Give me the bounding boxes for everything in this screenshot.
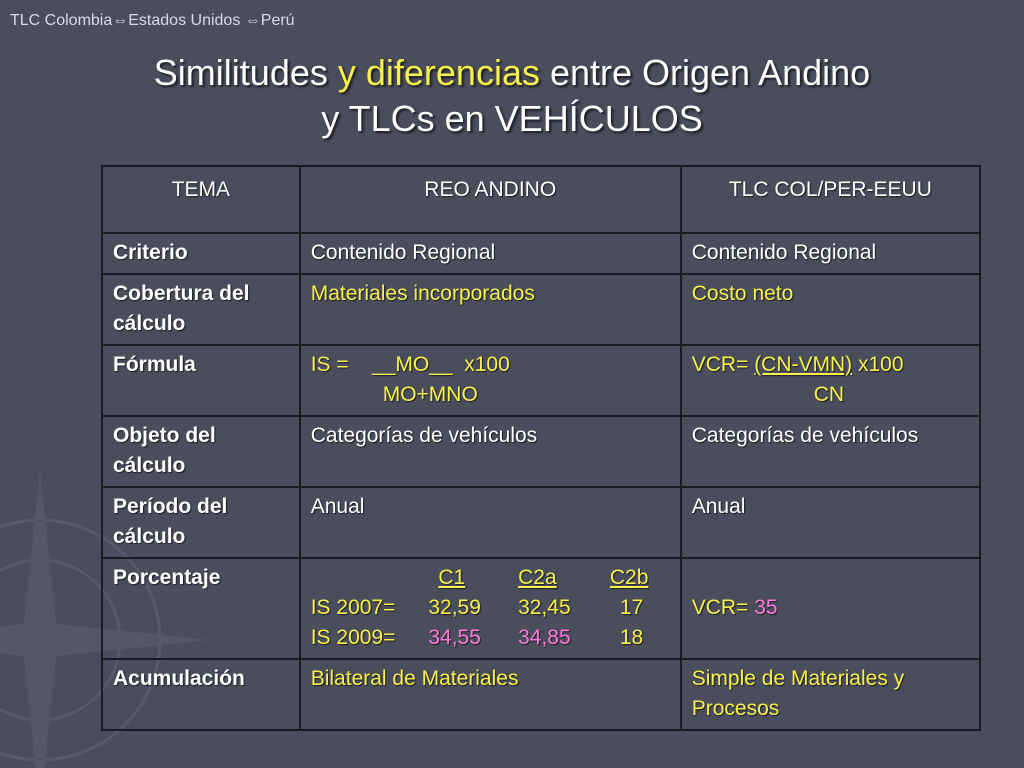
reo-criterio: Contenido Regional bbox=[300, 233, 681, 274]
slide-title bbox=[0, 50, 1024, 142]
row-label-criterio: Criterio bbox=[102, 233, 300, 274]
tlc-formula bbox=[681, 345, 980, 416]
col-c2b: C2b bbox=[609, 566, 649, 589]
vcr-label: VCR= bbox=[691, 596, 755, 619]
row-label-porcentaje: Porcentaje bbox=[102, 558, 300, 659]
is2007-c2a: 32,45 bbox=[518, 596, 571, 619]
table-row bbox=[102, 659, 980, 730]
is2007-label: IS 2007= bbox=[310, 596, 396, 619]
is2009-c1: 34,55 bbox=[428, 626, 481, 649]
porcentaje-subtable bbox=[311, 563, 670, 653]
table-row bbox=[102, 274, 980, 345]
tlc-porcentaje bbox=[681, 558, 980, 659]
table-row bbox=[102, 233, 980, 274]
tlc-formula-numerator: (CN-VMN) bbox=[754, 353, 853, 376]
reo-formula-numerator: __MO__ bbox=[372, 353, 453, 376]
comparison-table bbox=[101, 165, 981, 731]
table-row bbox=[102, 487, 980, 558]
header-reo-andino: REO ANDINO bbox=[300, 166, 681, 233]
tlc-cobertura: Costo neto bbox=[681, 274, 980, 345]
row-label-objeto: Objeto del cálculo bbox=[102, 416, 300, 487]
tlc-formula-denominator: CN bbox=[813, 383, 845, 406]
reo-formula-multiplier: x100 bbox=[464, 353, 510, 376]
col-c1: C1 bbox=[438, 566, 466, 589]
tlc-acumulacion: Simple de Materiales y Procesos bbox=[681, 659, 980, 730]
is2007-c2b: 17 bbox=[619, 596, 644, 619]
header-tlc: TLC COL/PER-EEUU bbox=[681, 166, 980, 233]
reo-objeto: Categorías de vehículos bbox=[300, 416, 681, 487]
is2007-c1: 32,59 bbox=[428, 596, 481, 619]
is2009-label: IS 2009= bbox=[310, 626, 396, 649]
row-label-periodo: Período del cálculo bbox=[102, 487, 300, 558]
table-row bbox=[102, 345, 980, 416]
title-part-y: y bbox=[337, 52, 366, 93]
is2009-c2a: 34,85 bbox=[518, 626, 571, 649]
table-row bbox=[102, 558, 980, 659]
reo-acumulacion: Bilateral de Materiales bbox=[300, 659, 681, 730]
reo-periodo: Anual bbox=[300, 487, 681, 558]
title-line2: y TLCs en VEHÍCULOS bbox=[321, 98, 703, 139]
reo-porcentaje bbox=[300, 558, 681, 659]
row-label-cobertura: Cobertura del cálculo bbox=[102, 274, 300, 345]
col-c2a: C2a bbox=[518, 566, 557, 589]
table-header-row bbox=[102, 166, 980, 233]
title-part-diferencias: diferencias bbox=[365, 52, 540, 93]
tlc-formula-multiplier: x100 bbox=[852, 353, 904, 376]
header-tema: TEMA bbox=[102, 166, 300, 233]
title-part-origen: entre Origen Andino bbox=[539, 52, 871, 93]
row-label-formula: Fórmula bbox=[102, 345, 300, 416]
tlc-periodo: Anual bbox=[681, 487, 980, 558]
title-part-similitudes: Similitudes bbox=[153, 52, 338, 93]
reo-formula bbox=[300, 345, 681, 416]
tlc-objeto: Categorías de vehículos bbox=[681, 416, 980, 487]
row-label-acumulacion: Acumulación bbox=[102, 659, 300, 730]
reo-formula-prefix: IS = bbox=[310, 353, 349, 376]
table-row bbox=[102, 416, 980, 487]
tlc-formula-prefix: VCR= bbox=[691, 353, 755, 376]
header-label: TLC Colombia⇔Estados Unidos ⇔Perú bbox=[10, 12, 295, 29]
vcr-value: 35 bbox=[754, 596, 778, 619]
tlc-criterio: Contenido Regional bbox=[681, 233, 980, 274]
is2009-c2b: 18 bbox=[619, 626, 644, 649]
reo-cobertura: Materiales incorporados bbox=[300, 274, 681, 345]
reo-formula-denominator: MO+MNO bbox=[382, 383, 478, 406]
